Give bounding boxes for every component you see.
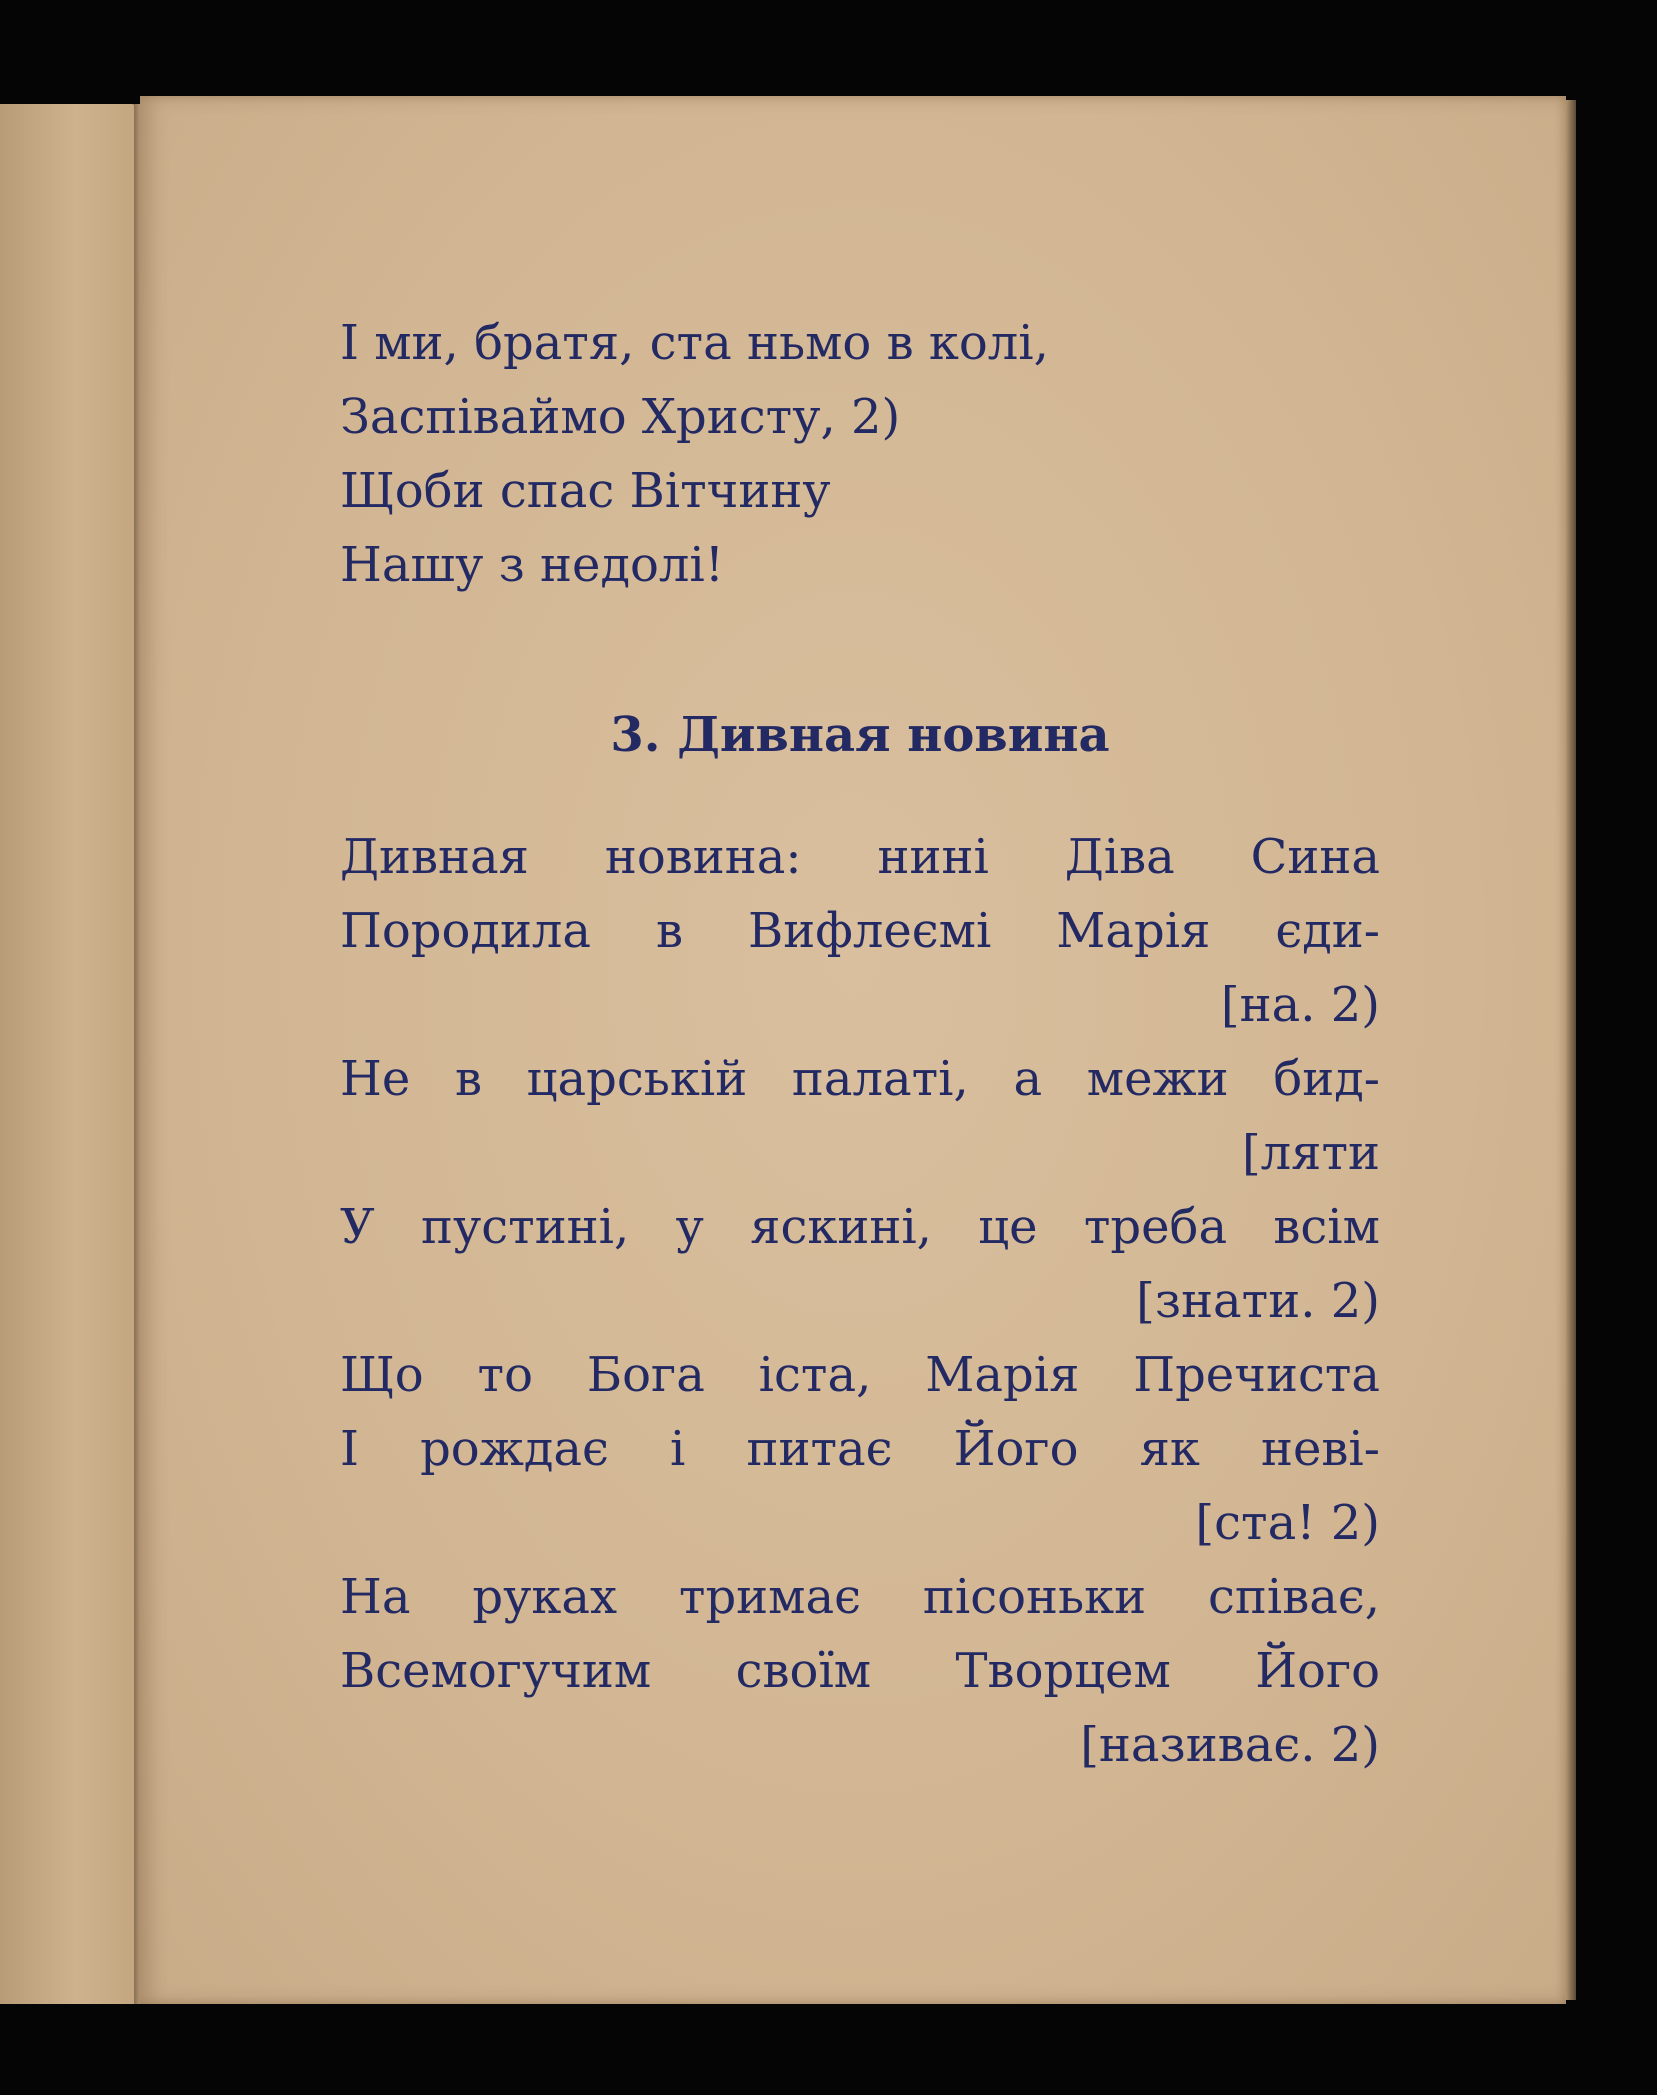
song-title: 3. Дивная новина <box>610 707 1110 763</box>
song-line: Не в царській палаті, а межи бид- <box>340 1051 1380 1107</box>
song-line: [ста! 2) <box>1195 1495 1380 1551</box>
song-line: [ляти <box>1241 1125 1380 1181</box>
left-page-edge <box>0 104 138 2004</box>
song-line: У пустині, у яскині, це треба всім <box>340 1199 1380 1255</box>
song-line: Породила в Вифлеємі Марія єди- <box>340 903 1380 959</box>
page-edge-shadow <box>1566 100 1576 2000</box>
song-line: І рождає і питає Його як неві- <box>340 1421 1380 1477</box>
song-line: Всемогучим своїм Творцем Його <box>340 1643 1380 1699</box>
song-line: [називає. 2) <box>1080 1717 1380 1773</box>
stanza-line: Заспіваймо Христу, 2) <box>340 389 901 445</box>
song-line: [знати. 2) <box>1136 1273 1380 1329</box>
song-line: [на. 2) <box>1220 977 1380 1033</box>
stanza-line: І ми, братя, ста ньмо в колі, <box>340 315 1049 371</box>
stanza-line: Нашу з недолі! <box>340 537 725 593</box>
song-body <box>340 820 1380 1782</box>
previous-song-stanza <box>340 306 1380 602</box>
song-line: Що то Бога іста, Марія Пречиста <box>340 1347 1380 1403</box>
stanza-line: Щоби спас Вітчину <box>340 463 831 519</box>
song-line: Дивная новина: нині Діва Сина <box>340 829 1380 885</box>
song-line: На руках тримає пісоньки співає, <box>340 1569 1380 1625</box>
